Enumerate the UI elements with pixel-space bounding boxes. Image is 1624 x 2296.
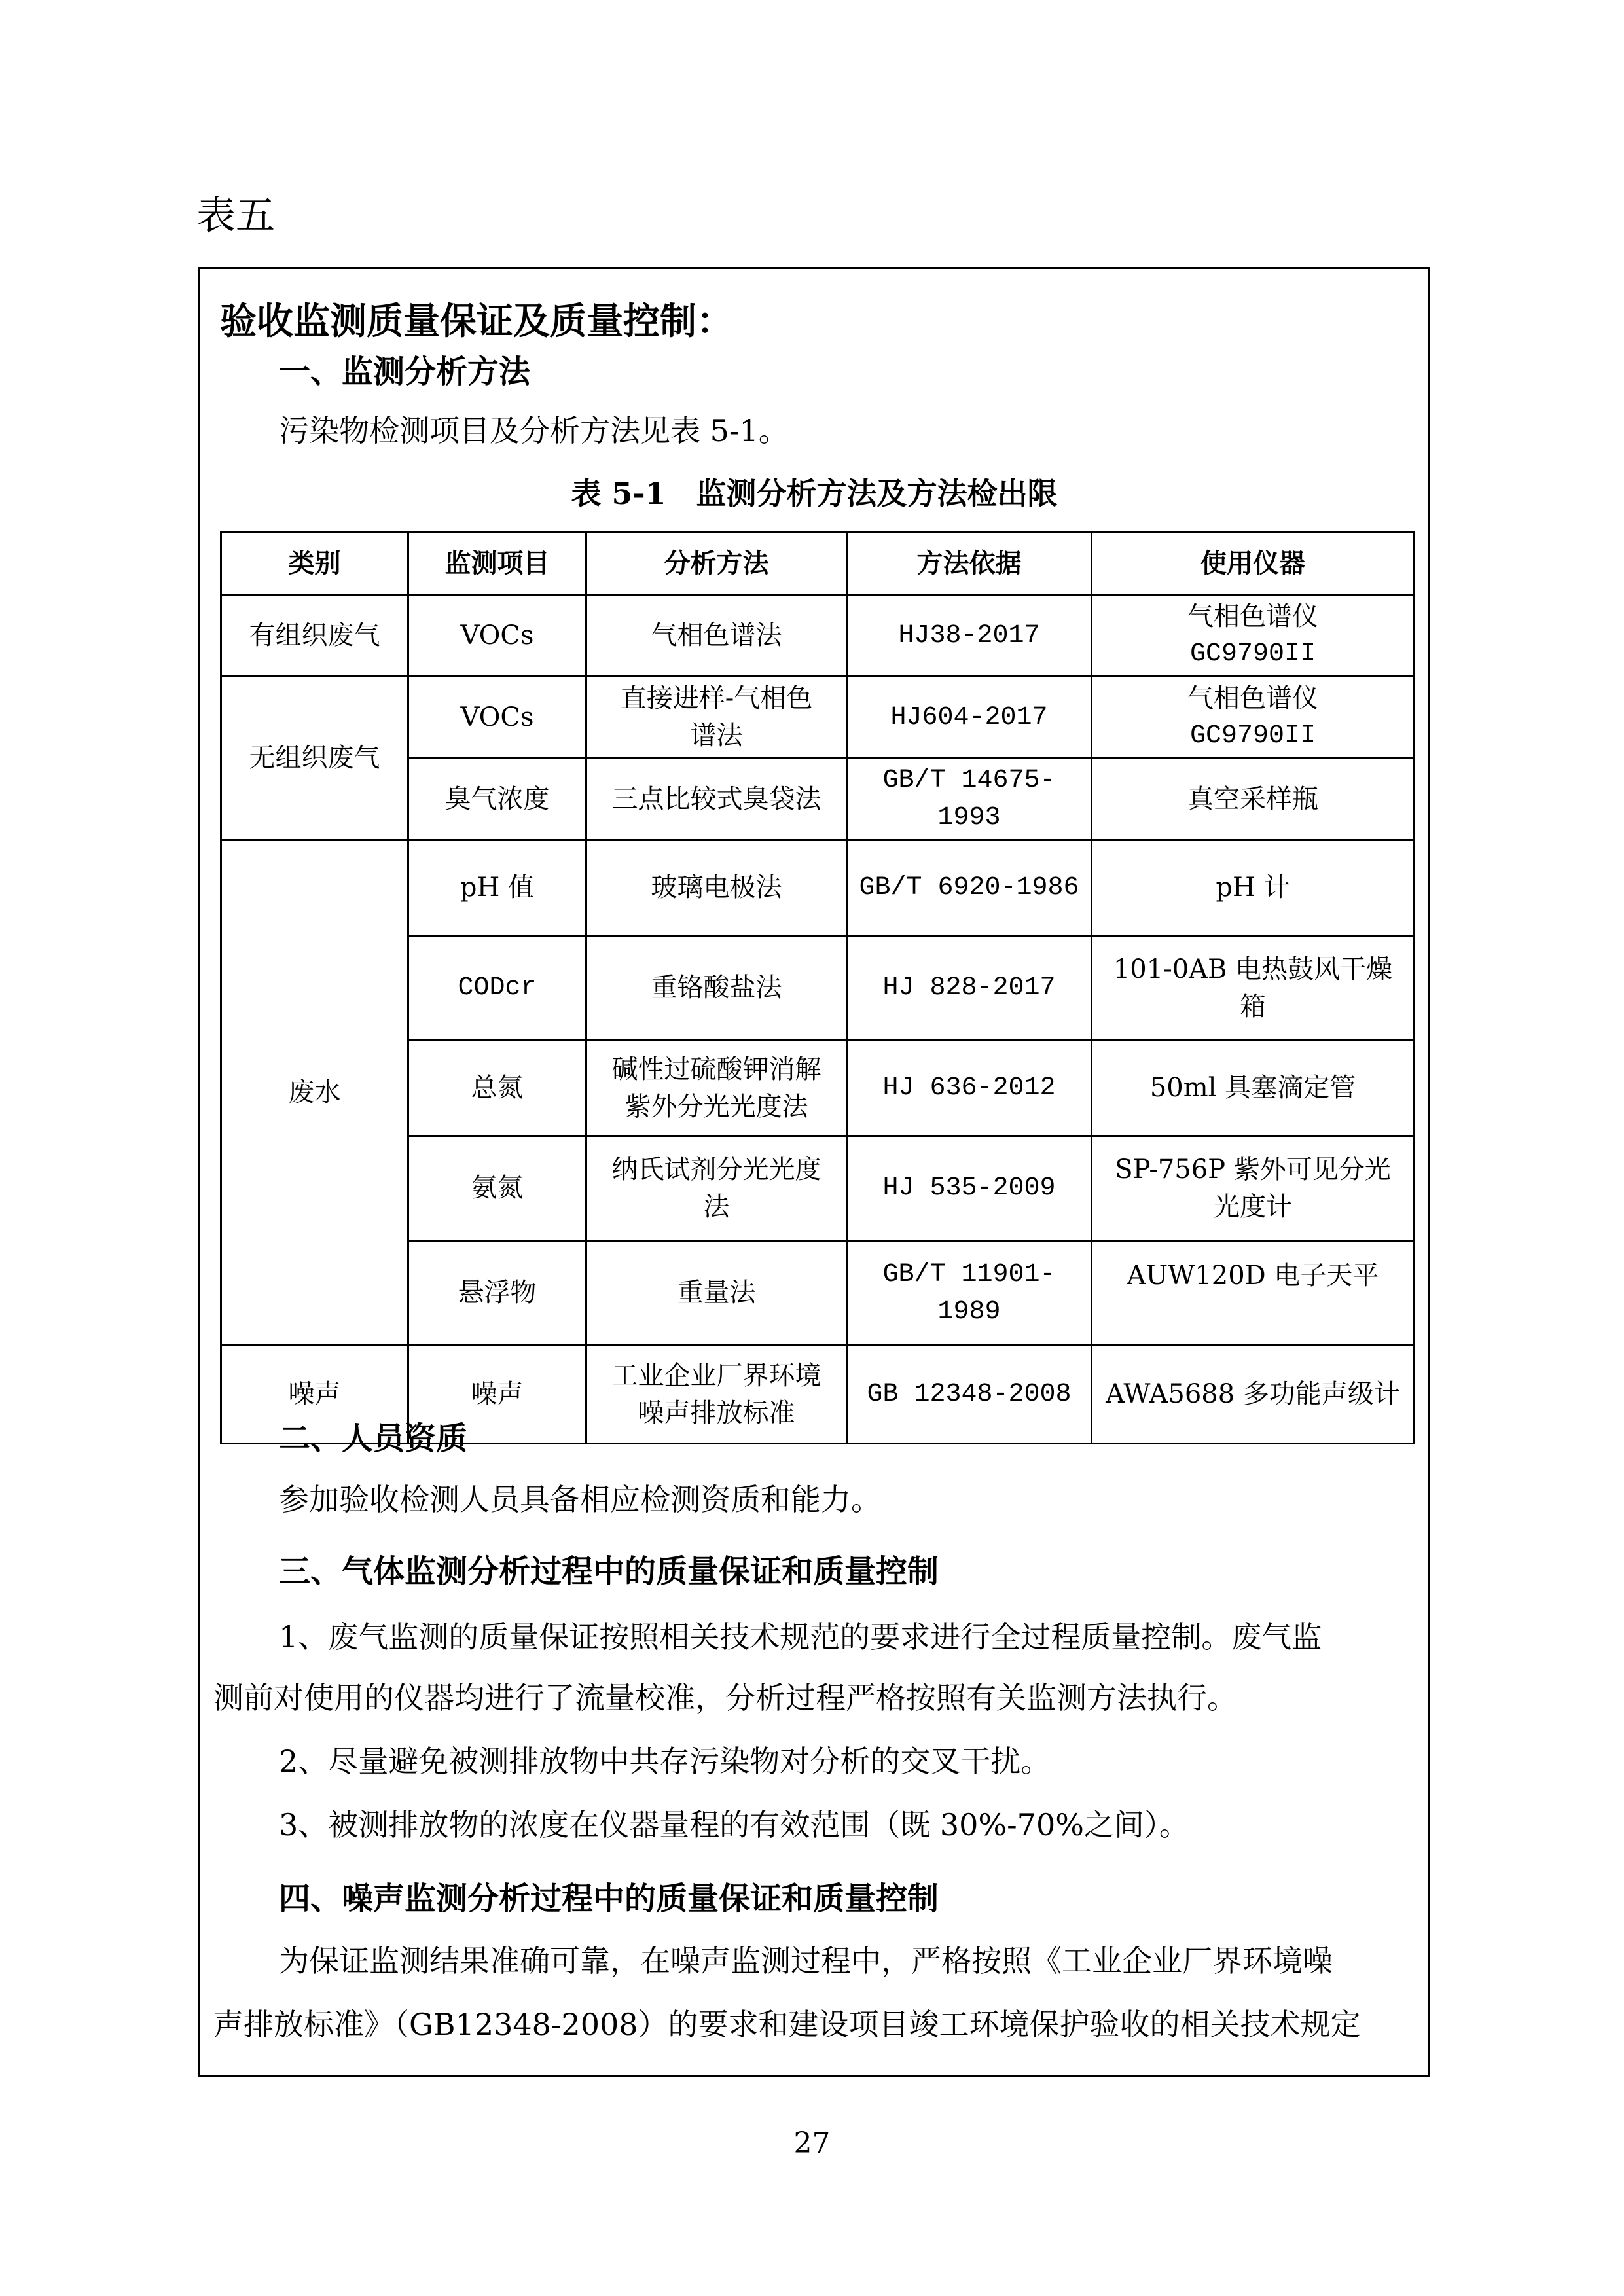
gas-qc-text-3: 3、被测排放物的浓度在仪器量程的有效范围（既 30%-70%之间）。 [279,1807,1189,1842]
gas-qc-text-1a: 1、废气监测的质量保证按照相关技术规范的要求进行全过程质量控制。废气监 [279,1619,1322,1655]
cell-line: 噪声排放标准 [638,1397,795,1428]
cell-instrument: pH 计 [1092,840,1415,936]
cell-instrument [1092,1136,1415,1241]
cell-item: 噪声 [408,1346,586,1444]
col-header-category: 类别 [221,532,408,595]
cell-instrument: 真空采样瓶 [1092,759,1415,840]
cell-basis: HJ38-2017 [847,595,1092,677]
table-caption: 表 5-1 监测分析方法及方法检出限 [571,476,1058,511]
cell-basis: HJ 535-2009 [847,1136,1092,1241]
cell-instrument: AUW120D 电子天平 [1092,1241,1415,1346]
methods-table [220,531,1415,1444]
cell-line: 气相色谱仪 [1187,683,1318,713]
table-header-row [221,532,1415,595]
section-heading-methods: 一、监测分析方法 [279,353,531,390]
cell-method [586,1136,847,1241]
content-frame [198,267,1430,2077]
noise-qc-text-1b: 声排放标准》（GB12348-2008）的要求和建设项目竣工环境保护验收的相关技术规定 [213,2007,1361,2042]
cell-method [586,1346,847,1444]
cell-method: 重铬酸盐法 [586,936,847,1041]
cell-item: 总氮 [408,1041,586,1136]
cell-basis: GB/T 6920-1986 [847,840,1092,936]
section-heading-noise-qc: 四、噪声监测分析过程中的质量保证和质量控制 [279,1880,939,1917]
cell-basis: GB/T 11901-1989 [847,1241,1092,1346]
cell-line: 工业企业厂界环境 [611,1360,821,1391]
col-header-instrument: 使用仪器 [1092,532,1415,595]
cell-instrument [1092,595,1415,677]
table-row [221,677,1415,759]
cell-line: 气相色谱仪 [1187,601,1318,632]
cell-instrument: 50ml 具塞滴定管 [1092,1041,1415,1136]
cell-line: 碱性过硫酸钾消解 [611,1054,821,1085]
cell-method [586,677,847,759]
cell-line: 法 [703,1191,730,1222]
cell-line: 101-0AB 电热鼓风干燥 [1113,954,1393,984]
cell-item: VOCs [408,595,586,677]
cell-basis: GB 12348-2008 [847,1346,1092,1444]
table-row [221,840,1415,936]
cell-basis: HJ 636-2012 [847,1041,1092,1136]
cell-method: 重量法 [586,1241,847,1346]
cell-basis: GB/T 14675-1993 [847,759,1092,840]
cell-instrument: AWA5688 多功能声级计 [1092,1346,1415,1444]
section-heading-gas-qc: 三、气体监测分析过程中的质量保证和质量控制 [279,1553,939,1590]
gas-qc-text-1b: 测前对使用的仪器均进行了流量校准，分析过程严格按照有关监测方法执行。 [213,1680,1237,1715]
cell-item: CODcr [408,936,586,1041]
cell-item: 氨氮 [408,1136,586,1241]
section-label: 表五 [196,193,275,239]
cell-line: GC9790II [1189,721,1316,751]
cell-instrument [1092,677,1415,759]
cell-method [586,1041,847,1136]
noise-qc-text-1a: 为保证监测结果准确可靠，在噪声监测过程中，严格按照《工业企业厂界环境噪 [279,1943,1333,1979]
cell-line: 直接进样-气相色 [620,683,813,713]
col-header-method: 分析方法 [586,532,847,595]
cell-category: 有组织废气 [221,595,408,677]
cell-line: SP-756P 紫外可见分光 [1115,1154,1391,1185]
col-header-item: 监测项目 [408,532,586,595]
main-title: 验收监测质量保证及质量控制： [220,300,733,343]
cell-method: 气相色谱法 [586,595,847,677]
cell-line: 谱法 [690,721,743,751]
table-row [221,595,1415,677]
section-heading-personnel: 二、人员资质 [279,1420,468,1457]
col-header-basis: 方法依据 [847,532,1092,595]
cell-method: 三点比较式臭袋法 [586,759,847,840]
methods-table-wrapper [220,531,1415,1444]
cell-line: GC9790II [1189,639,1316,669]
cell-item: 臭气浓度 [408,759,586,840]
cell-item: pH 值 [408,840,586,936]
gas-qc-text-2: 2、尽量避免被测排放物中共存污染物对分析的交叉干扰。 [279,1744,1051,1779]
cell-category: 无组织废气 [221,677,408,840]
cell-line: 纳氏试剂分光光度 [611,1154,821,1185]
cell-basis: HJ604-2017 [847,677,1092,759]
cell-line: 光度计 [1214,1191,1292,1222]
cell-item: 悬浮物 [408,1241,586,1346]
methods-intro-text: 污染物检测项目及分析方法见表 5-1。 [279,413,789,448]
cell-category: 废水 [221,840,408,1346]
cell-item: VOCs [408,677,586,759]
cell-category: 噪声 [221,1346,408,1444]
cell-line: 紫外分光光度法 [624,1091,808,1122]
personnel-text: 参加验收检测人员具备相应检测资质和能力。 [279,1482,881,1517]
cell-instrument [1092,936,1415,1041]
cell-line: 箱 [1240,991,1266,1022]
cell-method: 玻璃电极法 [586,840,847,936]
cell-basis: HJ 828-2017 [847,936,1092,1041]
page-number: 27 [793,2126,831,2160]
